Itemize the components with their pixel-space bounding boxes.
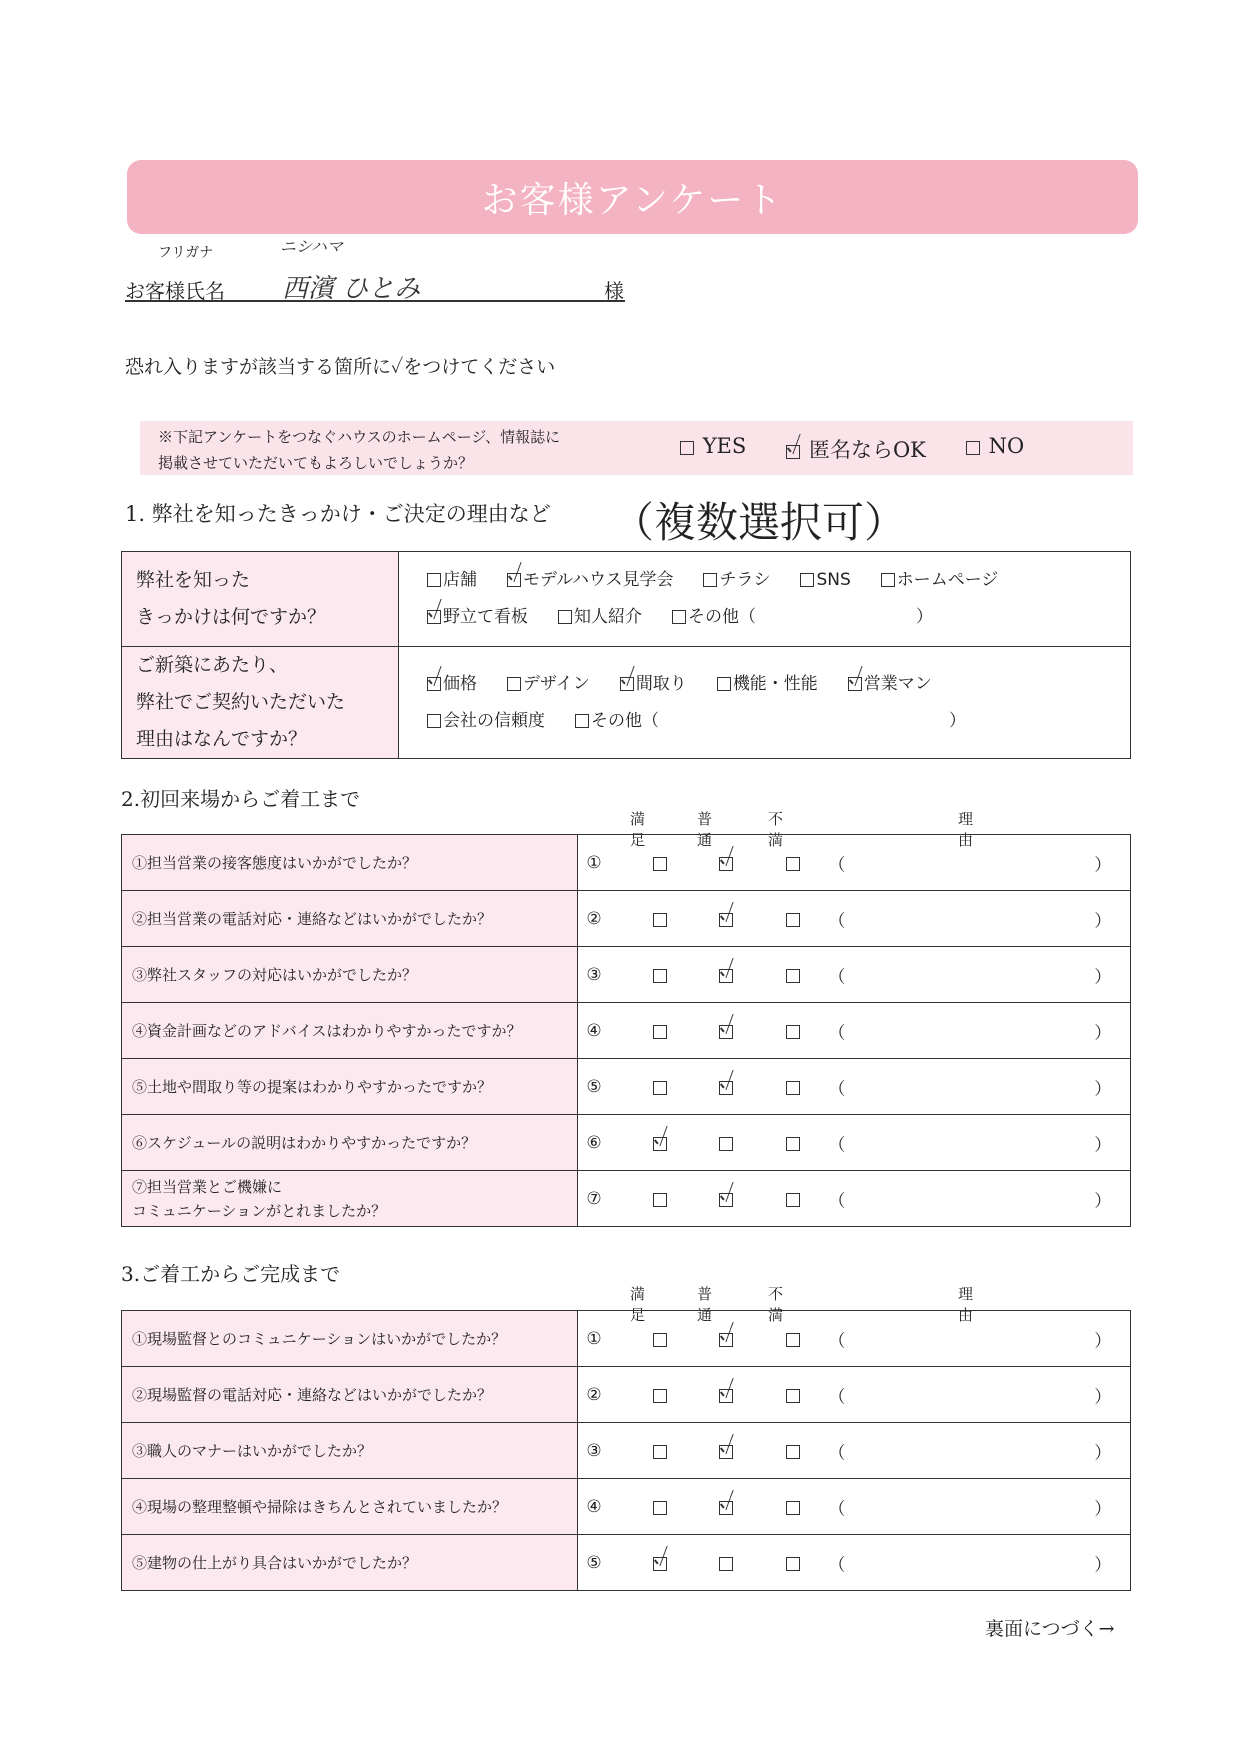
rating-checkbox[interactable] <box>653 1557 667 1571</box>
question-row <box>122 1115 1131 1171</box>
checkbox[interactable] <box>507 677 521 691</box>
section2-table <box>121 834 1131 1227</box>
reason-close-paren: ） <box>1094 1191 1112 1211</box>
question-number: ① <box>586 852 602 873</box>
rating-checkbox[interactable] <box>653 1193 667 1207</box>
reason-close-paren: ） <box>1094 1387 1112 1407</box>
reason-open-paren: （ <box>828 1499 846 1519</box>
question-row <box>122 1059 1131 1115</box>
question-number: ⑦ <box>586 1188 602 1209</box>
column-header-dissatisfied: 不満 <box>768 810 784 849</box>
option-label: NO <box>988 434 1025 458</box>
rating-checkbox[interactable] <box>786 1081 800 1095</box>
option[interactable] <box>848 666 932 703</box>
option[interactable] <box>703 562 770 599</box>
publish-line1: ※下記アンケートをつなぐハウスのホームページ、情報誌に <box>158 428 561 446</box>
option-label: 匿名ならOK <box>808 438 926 462</box>
reason-input[interactable] <box>848 1184 1098 1214</box>
reason-open-paren: （ <box>828 1443 846 1463</box>
rating-checkbox[interactable] <box>719 913 733 927</box>
option[interactable] <box>507 666 590 703</box>
close-paren: ） <box>949 710 966 731</box>
option-label: ホームページ <box>896 570 999 590</box>
question-number: ② <box>586 1384 602 1405</box>
answer-cell <box>578 1115 1131 1171</box>
rating-checkbox[interactable] <box>786 1557 800 1571</box>
option[interactable] <box>427 703 545 740</box>
reason-open-paren: （ <box>828 1079 846 1099</box>
name-label: お客様氏名 <box>125 279 225 303</box>
question-row <box>122 1171 1131 1227</box>
checkbox[interactable] <box>507 573 521 587</box>
option-label: その他（ <box>591 710 659 731</box>
rating-checkbox[interactable] <box>786 1501 800 1515</box>
question-text: ③職人のマナーはいかがでしたか？ <box>122 1423 578 1479</box>
question-number: ③ <box>586 964 602 985</box>
question-row <box>122 1479 1131 1535</box>
checkbox[interactable] <box>575 714 589 728</box>
question-row <box>122 891 1131 947</box>
answer-cell <box>578 1059 1131 1115</box>
reason-input[interactable] <box>848 1380 1098 1410</box>
reason-close-paren: ） <box>1094 911 1112 931</box>
column-header-normal: 普通 <box>697 810 713 849</box>
publish-question <box>158 424 560 476</box>
question-number: ④ <box>586 1496 602 1517</box>
question-text: ①現場監督とのコミュニケーションはいかがでしたか？ <box>122 1311 578 1367</box>
option-label: その他（ <box>688 607 756 627</box>
rating-checkbox[interactable] <box>719 1445 733 1459</box>
reason-input[interactable] <box>848 1128 1098 1158</box>
rating-checkbox[interactable] <box>653 1333 667 1347</box>
rating-checkbox[interactable] <box>719 1389 733 1403</box>
option-label: SNS <box>816 570 851 590</box>
survey-title: お客様アンケート <box>127 160 1138 234</box>
option-label: 価格 <box>443 673 477 694</box>
name-suffix: 様 <box>604 279 624 303</box>
rating-checkbox[interactable] <box>786 1137 800 1151</box>
rating-checkbox[interactable] <box>786 913 800 927</box>
reason-input[interactable] <box>848 848 1098 878</box>
reason-input[interactable] <box>848 1072 1098 1102</box>
question-text: ③弊社スタッフの対応はいかがでしたか？ <box>122 947 578 1003</box>
question-text: ②現場監督の電話対応・連絡などはいかがでしたか？ <box>122 1367 578 1423</box>
checkbox[interactable] <box>800 573 814 587</box>
reasons-table <box>121 551 1131 759</box>
question-number: ② <box>586 908 602 929</box>
rating-checkbox[interactable] <box>786 1445 800 1459</box>
reason-close-paren: ） <box>1094 1499 1112 1519</box>
publish-line2: 掲載させていただいてもよろしいでしょうか？ <box>158 454 474 472</box>
checkbox[interactable] <box>672 610 686 624</box>
checkbox[interactable] <box>427 610 441 624</box>
answer-cell <box>578 1423 1131 1479</box>
reason-input[interactable] <box>848 1324 1098 1354</box>
reason-input[interactable] <box>848 1492 1098 1522</box>
rating-checkbox[interactable] <box>653 1501 667 1515</box>
reason-open-paren: （ <box>828 1135 846 1155</box>
option[interactable] <box>427 562 477 599</box>
rating-checkbox[interactable] <box>719 1501 733 1515</box>
question-text: ②担当営業の電話対応・連絡などはいかがでしたか？ <box>122 891 578 947</box>
question-row <box>122 947 1131 1003</box>
rating-checkbox[interactable] <box>653 913 667 927</box>
question-row <box>122 1003 1131 1059</box>
reason-open-paren: （ <box>828 1331 846 1351</box>
section1-note: （複数選択可） <box>612 498 907 547</box>
rating-checkbox[interactable] <box>719 1081 733 1095</box>
reason-open-paren: （ <box>828 1387 846 1407</box>
rating-checkbox[interactable] <box>653 1025 667 1039</box>
checkbox[interactable] <box>680 441 694 455</box>
rating-checkbox[interactable] <box>653 1445 667 1459</box>
rating-checkbox[interactable] <box>786 1333 800 1347</box>
reason-input[interactable] <box>848 1436 1098 1466</box>
q2-label: ご新築にあたり、 弊社でご契約いただいた 理由はなんですか？ <box>122 647 399 759</box>
question-number: ① <box>586 1328 602 1349</box>
reason-open-paren: （ <box>828 1023 846 1043</box>
option-label: 機能・性能 <box>732 673 818 694</box>
option-label: 間取り <box>635 673 687 694</box>
rating-checkbox[interactable] <box>653 1389 667 1403</box>
reason-close-paren: ） <box>1094 1023 1112 1043</box>
option-label: 店舗 <box>443 570 477 590</box>
option[interactable] <box>427 599 528 636</box>
question-text: ⑥スケジュールの説明はわかりやすかったですか？ <box>122 1115 578 1171</box>
option-label: 知人紹介 <box>574 607 642 627</box>
publish-options <box>680 434 1024 464</box>
section1-heading: 1. 弊社を知ったきっかけ・ご決定の理由など <box>125 502 551 526</box>
column-header-normal: 普通 <box>697 1285 713 1324</box>
option-label: 野立て看板 <box>443 607 528 627</box>
checkbox[interactable] <box>786 445 800 459</box>
reason-open-paren: （ <box>828 911 846 931</box>
option-label: 営業マン <box>863 673 932 694</box>
rating-checkbox[interactable] <box>786 857 800 871</box>
column-header-reason: 理由 <box>958 810 974 849</box>
rating-checkbox[interactable] <box>653 857 667 871</box>
publish-option[interactable] <box>680 434 746 464</box>
close-paren: ） <box>916 607 933 627</box>
option-label: 会社の信頼度 <box>443 710 545 731</box>
question-number: ④ <box>586 1020 602 1041</box>
checkbox[interactable] <box>703 573 717 587</box>
reason-open-paren: （ <box>828 967 846 987</box>
question-text: ⑤建物の仕上がり具合はいかがでしたか？ <box>122 1535 578 1591</box>
question-number: ⑤ <box>586 1076 602 1097</box>
reason-close-paren: ） <box>1094 967 1112 987</box>
answer-cell <box>578 1535 1131 1591</box>
reason-close-paren: ） <box>1094 1079 1112 1099</box>
reason-input[interactable] <box>848 1016 1098 1046</box>
checkbox[interactable] <box>558 610 572 624</box>
reason-close-paren: ） <box>1094 1331 1112 1351</box>
section3-heading: 3.ご着工からご完成まで <box>121 1262 341 1286</box>
answer-cell <box>578 1367 1131 1423</box>
question-row <box>122 835 1131 891</box>
answer-cell <box>578 1171 1131 1227</box>
question-row <box>122 1311 1131 1367</box>
reason-open-paren: （ <box>828 855 846 875</box>
rating-checkbox[interactable] <box>719 1193 733 1207</box>
question-text: ④現場の整理整頓や掃除はきちんとされていましたか？ <box>122 1479 578 1535</box>
answer-cell <box>578 891 1131 947</box>
rating-checkbox[interactable] <box>786 969 800 983</box>
q1-options <box>399 552 1131 647</box>
option[interactable] <box>717 666 818 703</box>
answer-cell <box>578 1311 1131 1367</box>
rating-checkbox[interactable] <box>786 1025 800 1039</box>
question-row <box>122 1535 1131 1591</box>
checkbox[interactable] <box>620 677 634 691</box>
option-label: チラシ <box>719 570 771 590</box>
rating-checkbox[interactable] <box>653 1137 667 1151</box>
rating-checkbox[interactable] <box>653 969 667 983</box>
instruction: 恐れ入りますが該当する箇所に✓をつけてください <box>125 356 556 378</box>
rating-checkbox[interactable] <box>719 969 733 983</box>
option-label: YES <box>702 434 747 458</box>
name-value[interactable]: 西濱 ひとみ <box>282 274 421 304</box>
answer-cell <box>578 1003 1131 1059</box>
option[interactable] <box>620 666 687 703</box>
checkbox[interactable] <box>427 573 441 587</box>
reason-open-paren: （ <box>828 1555 846 1575</box>
question-text: ⑤土地や間取り等の提案はわかりやすかったですか？ <box>122 1059 578 1115</box>
option[interactable] <box>800 562 850 599</box>
checkbox[interactable] <box>966 441 980 455</box>
publish-option[interactable] <box>786 434 926 464</box>
checkbox[interactable] <box>427 677 441 691</box>
option[interactable] <box>881 562 999 599</box>
option[interactable] <box>575 703 659 740</box>
checkbox[interactable] <box>848 677 862 691</box>
rating-checkbox[interactable] <box>719 1333 733 1347</box>
option-label: モデルハウス見学会 <box>523 570 674 590</box>
section2-heading: 2.初回来場からご着工まで <box>121 787 361 811</box>
column-header-satisfied: 満足 <box>630 810 646 849</box>
column-header-reason: 理由 <box>958 1285 974 1324</box>
option[interactable] <box>672 599 756 636</box>
continued-note: 裏面につづく→ <box>985 1618 1115 1640</box>
question-number: ③ <box>586 1440 602 1461</box>
reason-close-paren: ） <box>1094 1135 1112 1155</box>
reason-close-paren: ） <box>1094 855 1112 875</box>
option[interactable] <box>558 599 642 636</box>
reason-input[interactable] <box>848 904 1098 934</box>
publish-option[interactable] <box>966 434 1024 464</box>
question-number: ⑥ <box>586 1132 602 1153</box>
question-text: ④資金計画などのアドバイスはわかりやすかったですか？ <box>122 1003 578 1059</box>
rating-checkbox[interactable] <box>719 1137 733 1151</box>
checkbox[interactable] <box>881 573 895 587</box>
rating-checkbox[interactable] <box>719 1557 733 1571</box>
reason-close-paren: ） <box>1094 1555 1112 1575</box>
rating-checkbox[interactable] <box>719 1025 733 1039</box>
rating-checkbox[interactable] <box>653 1081 667 1095</box>
q1-label: 弊社を知った きっかけは何ですか？ <box>122 552 399 647</box>
section3-table <box>121 1310 1131 1591</box>
reason-open-paren: （ <box>828 1191 846 1211</box>
rating-checkbox[interactable] <box>786 1389 800 1403</box>
reason-close-paren: ） <box>1094 1443 1112 1463</box>
column-header-satisfied: 満足 <box>630 1285 646 1324</box>
question-text: ①担当営業の接客態度はいかがでしたか？ <box>122 835 578 891</box>
question-row <box>122 1367 1131 1423</box>
option-label: デザイン <box>523 673 590 694</box>
option[interactable] <box>507 562 673 599</box>
question-text: ⑦担当営業とご機嫌に コミュニケーションがとれましたか？ <box>122 1171 578 1227</box>
answer-cell <box>578 835 1131 891</box>
checkbox[interactable] <box>717 677 731 691</box>
checkbox[interactable] <box>427 714 441 728</box>
column-header-dissatisfied: 不満 <box>768 1285 784 1324</box>
reason-input[interactable] <box>848 1548 1098 1578</box>
rating-checkbox[interactable] <box>786 1193 800 1207</box>
answer-cell <box>578 1479 1131 1535</box>
answer-cell <box>578 947 1131 1003</box>
question-row <box>122 1423 1131 1479</box>
q2-options <box>399 647 1131 759</box>
rating-checkbox[interactable] <box>719 857 733 871</box>
question-number: ⑤ <box>586 1552 602 1573</box>
option[interactable] <box>427 666 477 703</box>
furigana-label: フリガナ <box>158 245 214 261</box>
furigana-value[interactable]: ニシハマ <box>280 237 343 256</box>
reason-input[interactable] <box>848 960 1098 990</box>
